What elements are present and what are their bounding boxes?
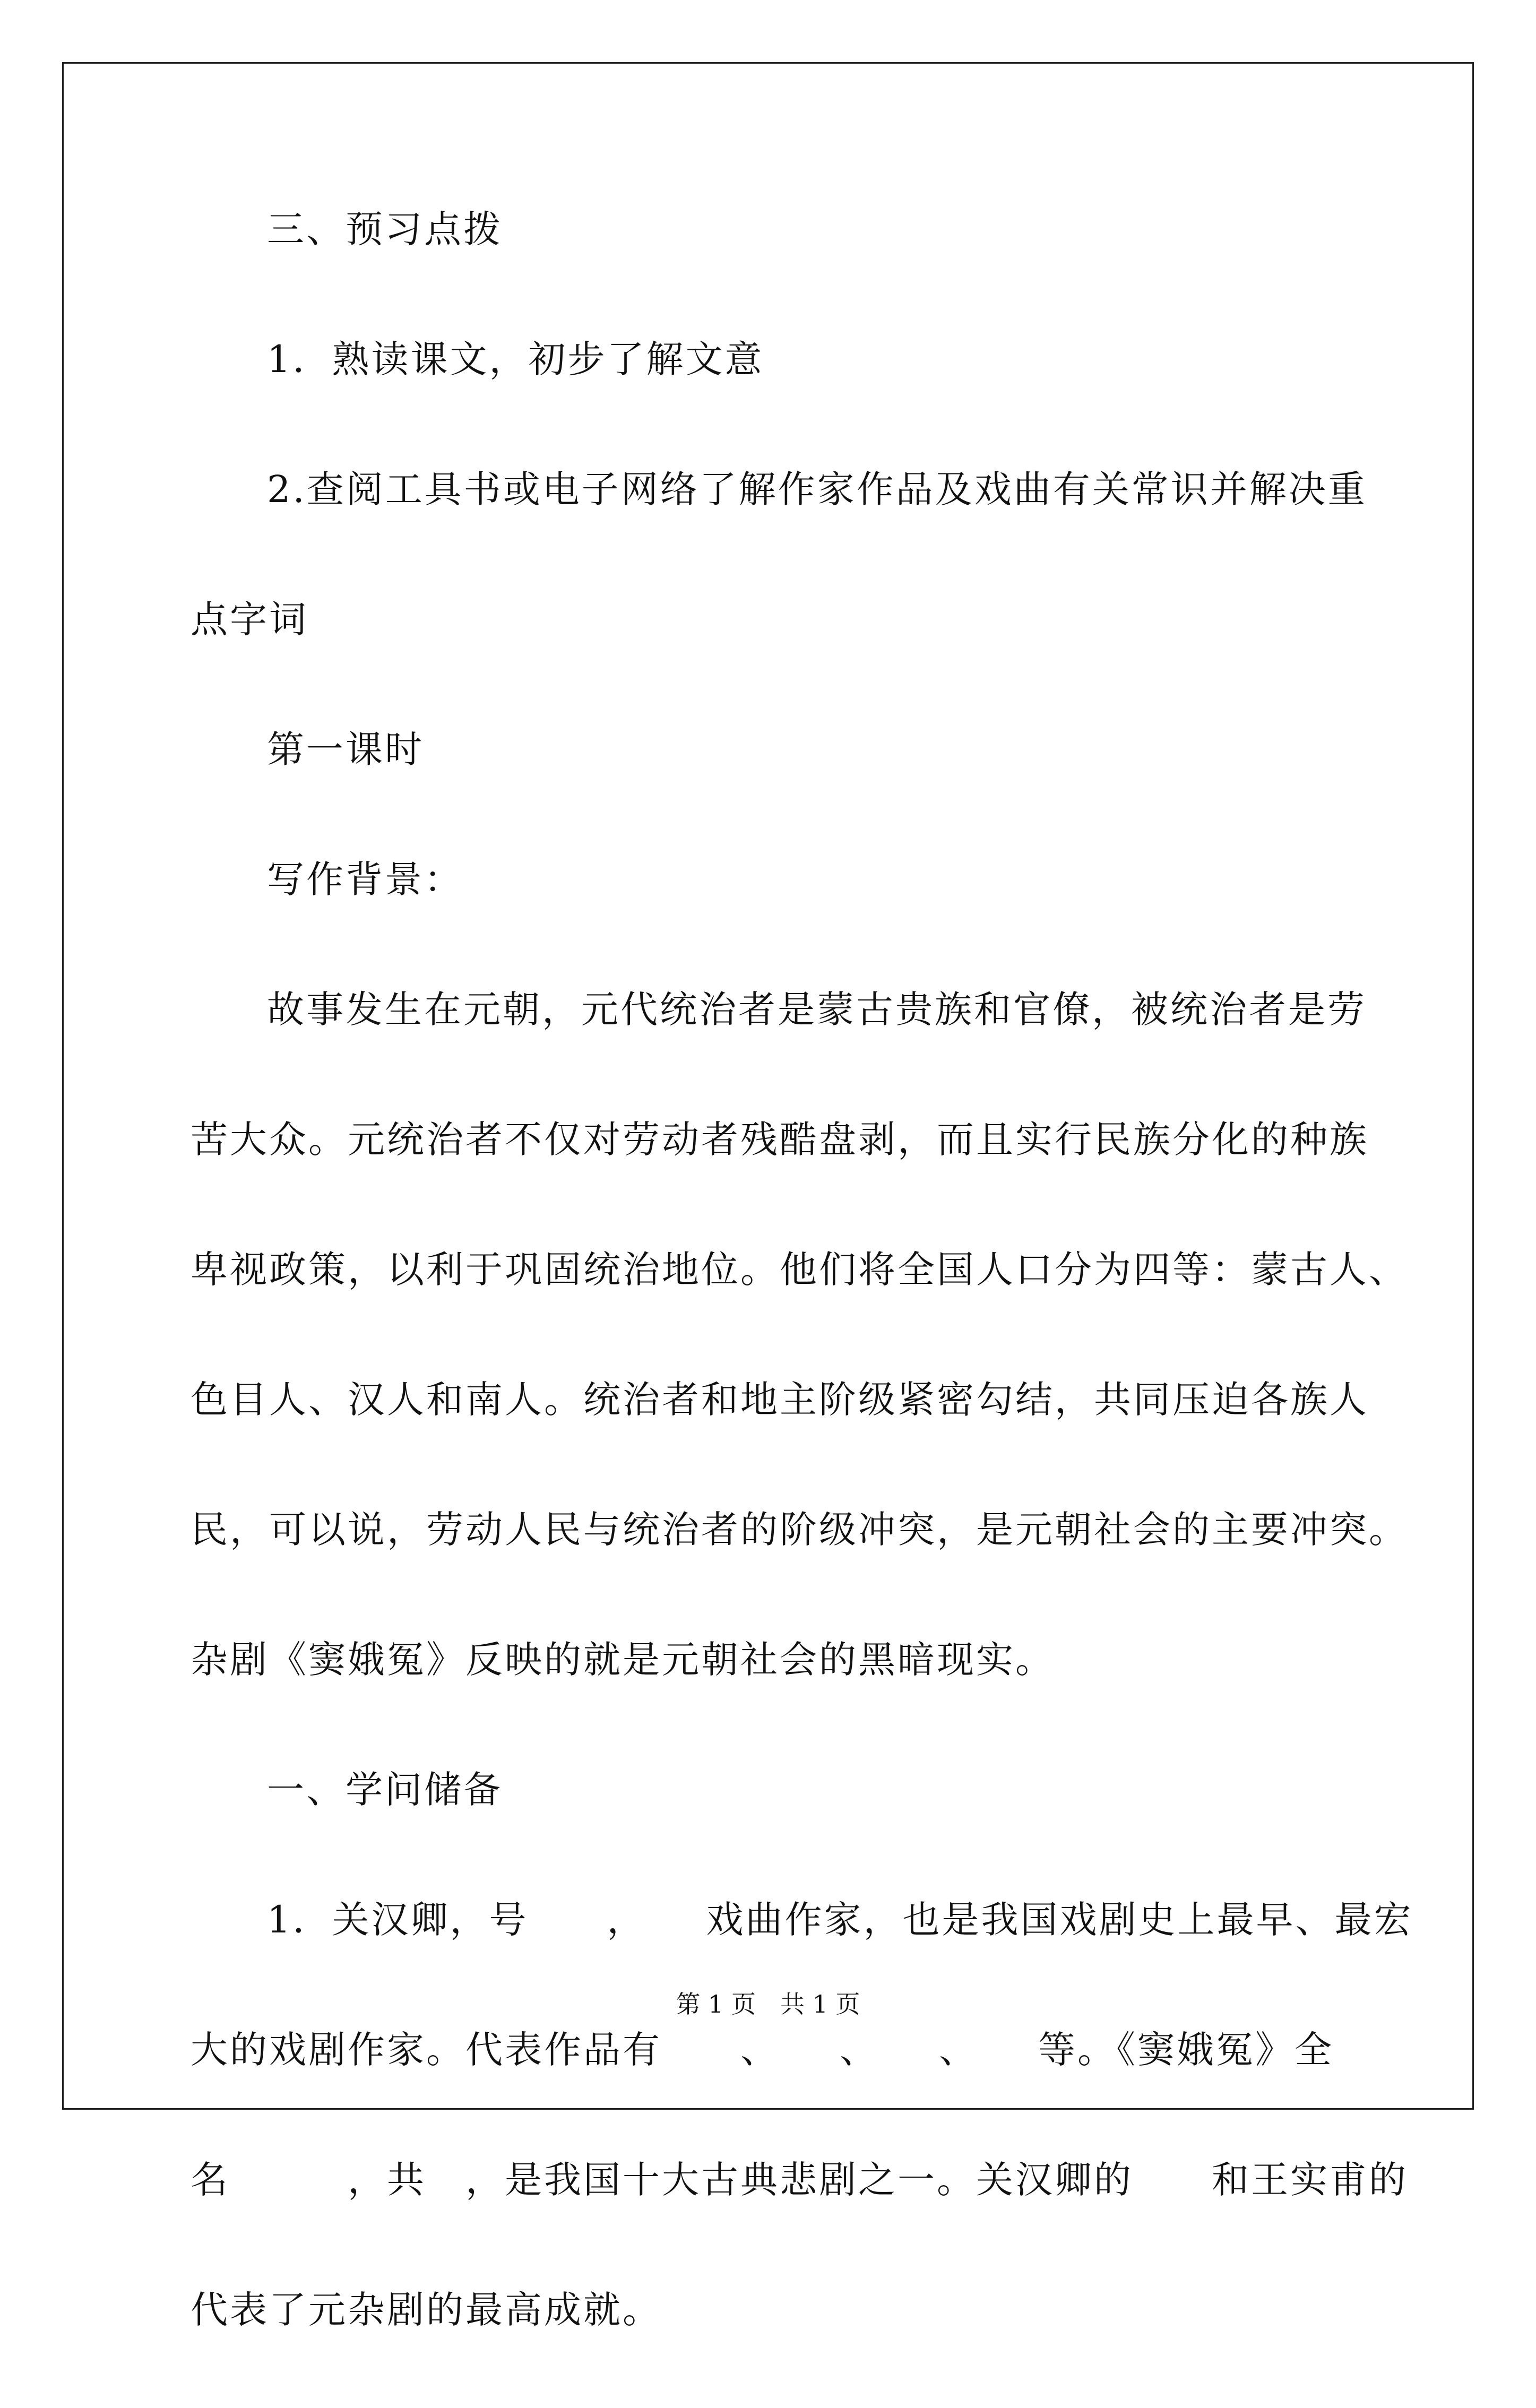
list-item-continuation: 点字词 [191, 598, 308, 641]
document-body [191, 197, 1413, 2408]
fill-in-line: 名 ，共 ，是我国十大古典悲剧之一。关汉卿的 和王实甫的 [191, 2158, 1408, 2202]
fill-in-line: 大的戏剧作家。代表作品有 、 、 、 等。《窦娥冤》全 [191, 2028, 1334, 2072]
paragraph-line: 故事发生在元朝，元代统治者是蒙古贵族和官僚，被统治者是劳 [267, 988, 1367, 1031]
paragraph-line: 民，可以说，劳动人民与统治者的阶级冲突，是元朝社会的主要冲突。 [191, 1508, 1408, 1551]
paragraph-line: 杂剧《窦娥冤》反映的就是元朝社会的黑暗现实。 [191, 1638, 1055, 1681]
section-heading-preview: 三、预习点拨 [267, 208, 503, 251]
paragraph-line: 卑视政策，以利于巩固统治地位。他们将全国人口分为四等：蒙古人、 [191, 1248, 1408, 1291]
paragraph-line: 色目人、汉人和南人。统治者和地主阶级紧密勾结，共同压迫各族人 [191, 1378, 1369, 1421]
section-heading-knowledge: 一、学问储备 [267, 1768, 503, 1811]
paragraph-line: 苦大众。元统治者不仅对劳动者残酷盘剥，而且实行民族分化的种族 [191, 1118, 1369, 1161]
fill-in-line: 1．关汉卿，号 ， 戏曲作家，也是我国戏剧史上最早、最宏 [267, 1898, 1413, 1941]
background-heading: 写作背景： [267, 858, 463, 901]
page-number-footer: 第 1 页 共 1 页 [676, 1990, 860, 2018]
lesson-heading: 第一课时 [267, 728, 424, 771]
list-item: 2.查阅工具书或电子网络了解作家作品及戏曲有关常识并解决重 [267, 468, 1367, 511]
fill-in-line: 代表了元杂剧的最高成就。 [191, 2288, 662, 2332]
list-item: 1．熟读课文，初步了解文意 [267, 338, 764, 381]
